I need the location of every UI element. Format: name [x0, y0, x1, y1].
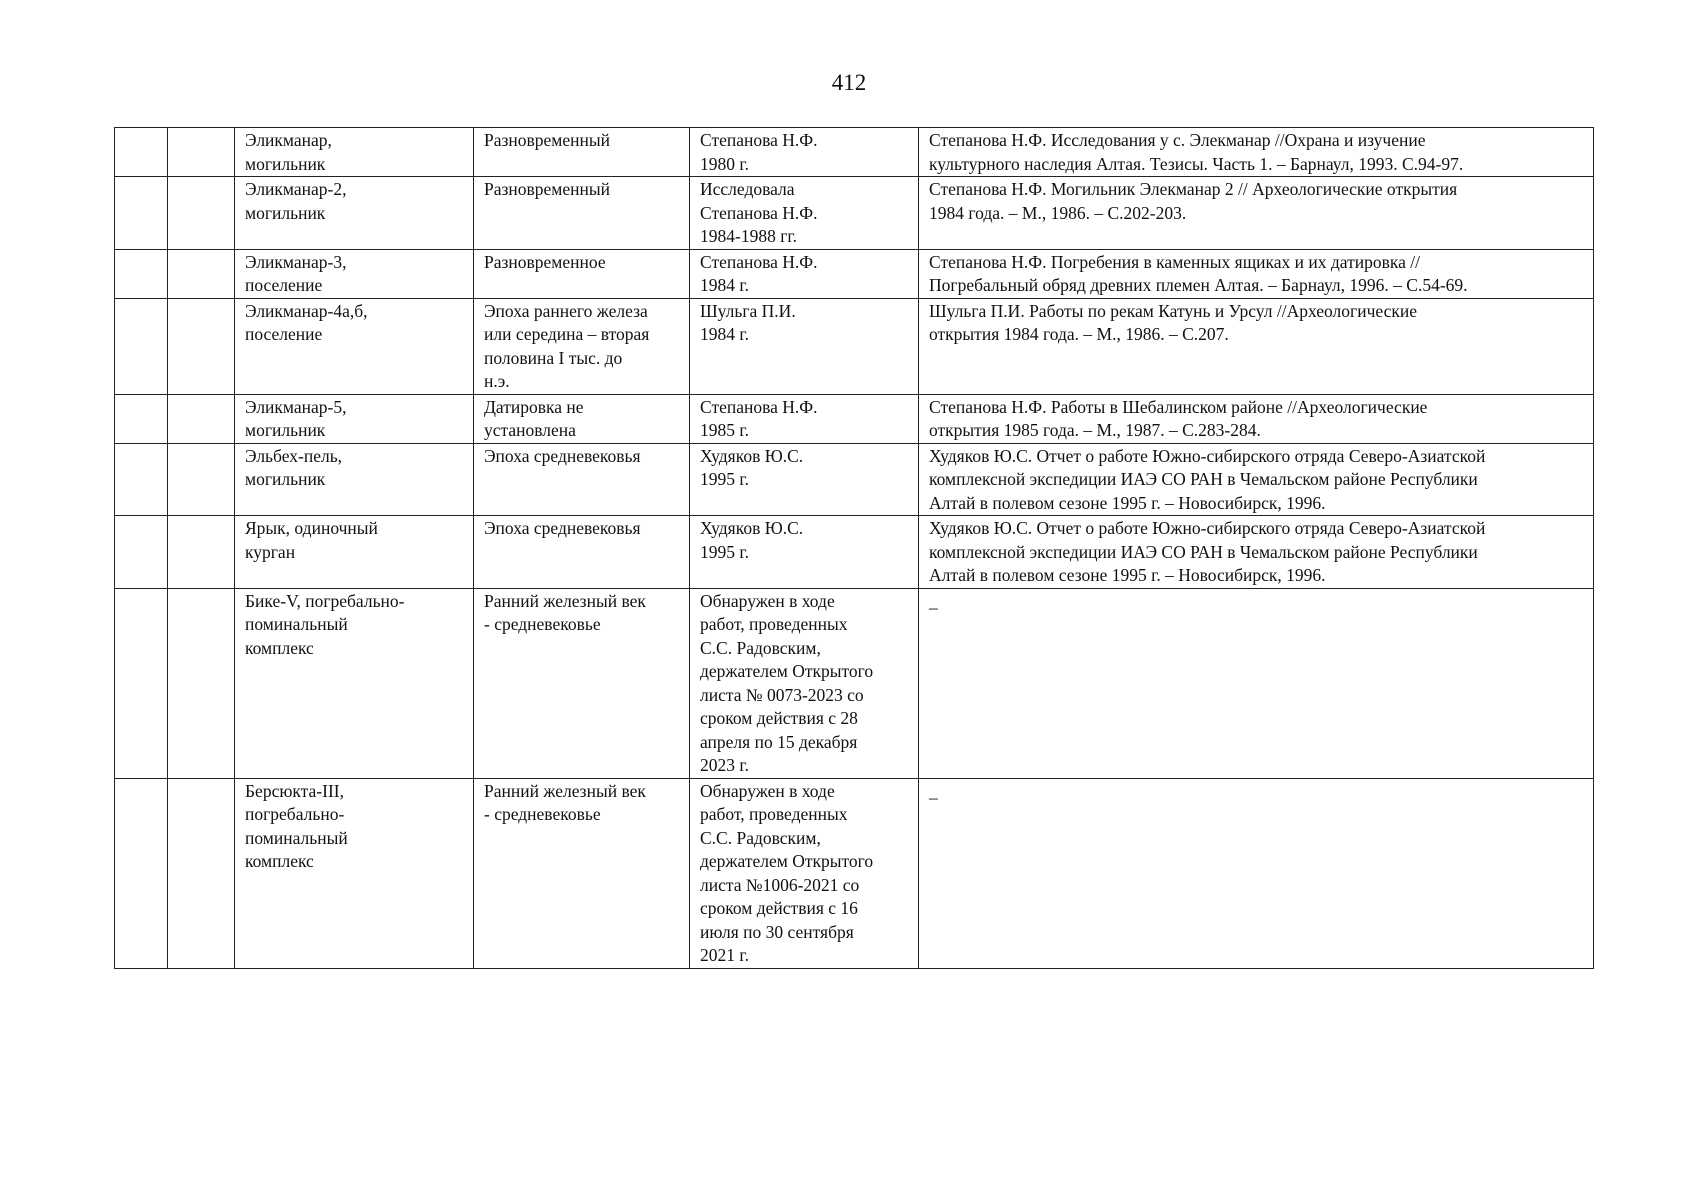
row-number-cell	[115, 394, 168, 443]
source-cell: Худяков Ю.С. Отчет о работе Южно-сибирского отряда Северо-Азиатской комплексной экспедиции ИАЭ СО РАН в Чемальском районе Республики Алтай в полевом сезоне 1995 г. – Новосибирск, 1996.	[919, 443, 1594, 516]
registry-number-cell	[168, 298, 235, 394]
row-number-cell	[115, 177, 168, 250]
dating-cell: Разновременный	[474, 128, 690, 177]
source-cell: Степанова Н.Ф. Исследования у с. Элекманар //Охрана и изучение культурного наследия Алтая. Тезисы. Часть 1. – Барнаул, 1993. С.94-97.	[919, 128, 1594, 177]
dating-cell: Эпоха раннего железа или середина – вторая половина I тыс. до н.э.	[474, 298, 690, 394]
dating-cell: Ранний железный век - средневековье	[474, 778, 690, 968]
dating-cell: Разновременное	[474, 249, 690, 298]
registry-number-cell	[168, 778, 235, 968]
registry-number-cell	[168, 249, 235, 298]
source-cell: Шульга П.И. Работы по рекам Катунь и Урсул //Археологические открытия 1984 года. – М., 1986. – С.207.	[919, 298, 1594, 394]
source-cell: Степанова Н.Ф. Могильник Элекманар 2 // Археологические открытия 1984 года. – М., 1986. – С.202-203.	[919, 177, 1594, 250]
row-number-cell	[115, 249, 168, 298]
site-name-cell: Эльбех-пель, могильник	[235, 443, 474, 516]
researcher-cell: Степанова Н.Ф. 1984 г.	[690, 249, 919, 298]
table-row	[115, 516, 1594, 589]
site-name-cell: Эликманар-2, могильник	[235, 177, 474, 250]
registry-number-cell	[168, 516, 235, 589]
table-row	[115, 177, 1594, 250]
table-row	[115, 249, 1594, 298]
site-name-cell: Эликманар, могильник	[235, 128, 474, 177]
page-number: 412	[831, 70, 867, 95]
row-number-cell	[115, 128, 168, 177]
site-name-cell: Бике-V, погребально- поминальный комплекс	[235, 588, 474, 778]
heritage-sites-table	[114, 127, 1594, 969]
site-name-cell: Эликманар-3, поселение	[235, 249, 474, 298]
registry-number-cell	[168, 443, 235, 516]
table-row	[115, 778, 1594, 968]
table-row	[115, 443, 1594, 516]
source-cell: _	[919, 778, 1594, 968]
site-name-cell: Ярык, одиночный курган	[235, 516, 474, 589]
dating-cell: Датировка не установлена	[474, 394, 690, 443]
table-row	[115, 588, 1594, 778]
table-row	[115, 298, 1594, 394]
registry-number-cell	[168, 588, 235, 778]
dating-cell: Эпоха средневековья	[474, 443, 690, 516]
source-cell: Худяков Ю.С. Отчет о работе Южно-сибирского отряда Северо-Азиатской комплексной экспедиции ИАЭ СО РАН в Чемальском районе Республики Алтай в полевом сезоне 1995 г. – Новосибирск, 1996.	[919, 516, 1594, 589]
registry-number-cell	[168, 128, 235, 177]
source-cell: Степанова Н.Ф. Погребения в каменных ящиках и их датировка // Погребальный обряд древних племен Алтая. – Барнаул, 1996. – С.54-69.	[919, 249, 1594, 298]
source-cell: _	[919, 588, 1594, 778]
row-number-cell	[115, 778, 168, 968]
row-number-cell	[115, 298, 168, 394]
researcher-cell: Степанова Н.Ф. 1980 г.	[690, 128, 919, 177]
site-name-cell: Эликманар-4а,б, поселение	[235, 298, 474, 394]
dating-cell: Ранний железный век - средневековье	[474, 588, 690, 778]
researcher-cell: Худяков Ю.С. 1995 г.	[690, 516, 919, 589]
dating-cell: Эпоха средневековья	[474, 516, 690, 589]
researcher-cell: Обнаружен в ходе работ, проведенных С.С. Радовским, держателем Открытого листа №1006-2021 со сроком действия с 16 июля по 30 сентября 2021 г.	[690, 778, 919, 968]
researcher-cell: Обнаружен в ходе работ, проведенных С.С. Радовским, держателем Открытого листа № 0073-2023 со сроком действия с 28 апреля по 15 декабря 2023 г.	[690, 588, 919, 778]
dating-cell: Разновременный	[474, 177, 690, 250]
researcher-cell: Худяков Ю.С. 1995 г.	[690, 443, 919, 516]
table-row	[115, 394, 1594, 443]
row-number-cell	[115, 443, 168, 516]
researcher-cell: Исследовала Степанова Н.Ф. 1984-1988 гг.	[690, 177, 919, 250]
registry-number-cell	[168, 394, 235, 443]
registry-number-cell	[168, 177, 235, 250]
site-name-cell: Берсюкта-III, погребально- поминальный комплекс	[235, 778, 474, 968]
row-number-cell	[115, 588, 168, 778]
table-row	[115, 128, 1594, 177]
row-number-cell	[115, 516, 168, 589]
researcher-cell: Степанова Н.Ф. 1985 г.	[690, 394, 919, 443]
source-cell: Степанова Н.Ф. Работы в Шебалинском районе //Археологические открытия 1985 года. – М., 1987. – С.283-284.	[919, 394, 1594, 443]
researcher-cell: Шульга П.И. 1984 г.	[690, 298, 919, 394]
site-name-cell: Эликманар-5, могильник	[235, 394, 474, 443]
